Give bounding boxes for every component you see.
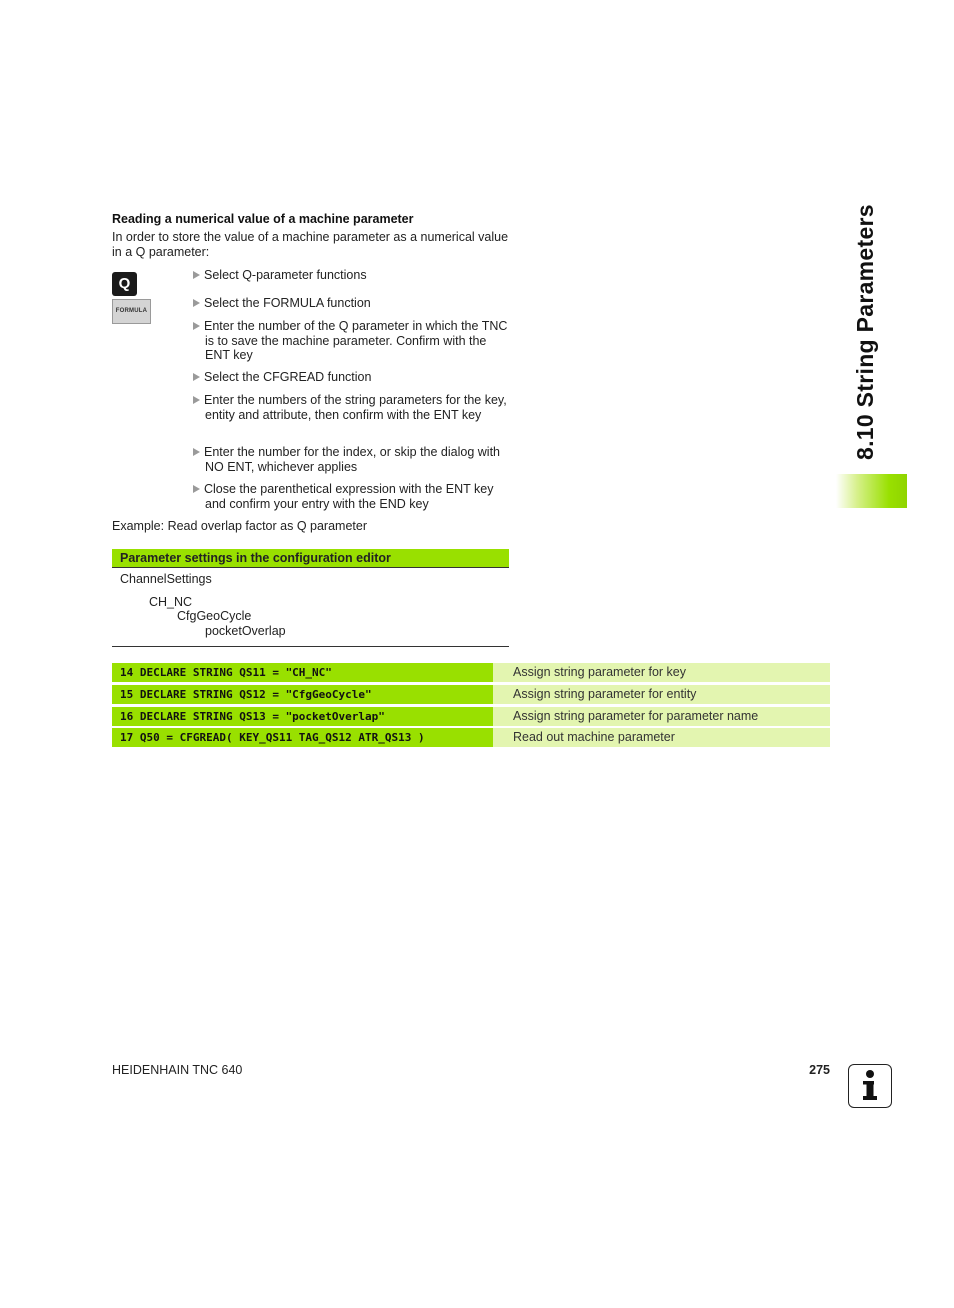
step-item: [193, 319, 513, 363]
step-text: Close the parenthetical expression with the ENT key and confirm your entry with the END key: [204, 482, 494, 511]
step-item: [193, 482, 513, 511]
code-line: 16 DECLARE STRING QS13 = "pocketOverlap": [112, 707, 493, 726]
config-table-divider: [112, 646, 509, 647]
step-item: [193, 445, 513, 474]
triangle-bullet-icon: [193, 448, 200, 456]
step-text: Select the FORMULA function: [204, 296, 371, 310]
step-item: [193, 393, 513, 422]
code-description: Assign string parameter for parameter name: [493, 707, 830, 726]
step-text: Enter the numbers of the string parameters for the key, entity and attribute, then confirm with the ENT key: [204, 393, 507, 422]
footer-product: HEIDENHAIN TNC 640: [112, 1063, 243, 1077]
step-text: Enter the number of the Q parameter in which the TNC is to save the machine parameter. Confirm with the ENT key: [204, 319, 508, 362]
chapter-side-title: 8.10 String Parameters: [852, 204, 878, 460]
code-line: 15 DECLARE STRING QS12 = "CfgGeoCycle": [112, 685, 493, 704]
chapter-tab-bar: [836, 474, 907, 508]
page-number: 275: [809, 1063, 830, 1077]
config-table-header: [112, 549, 509, 568]
formula-softkey-icon: FORMULA: [112, 299, 151, 324]
step-item: [193, 296, 513, 311]
code-description: Read out machine parameter: [493, 728, 830, 747]
config-header-text: Parameter settings in the configuration editor: [120, 551, 391, 565]
config-line: pocketOverlap: [205, 624, 286, 638]
config-line: CfgGeoCycle: [177, 609, 252, 623]
code-line: 17 Q50 = CFGREAD( KEY_QS11 TAG_QS12 ATR_QS13 ): [112, 728, 493, 747]
info-icon: [848, 1064, 892, 1108]
section-intro: In order to store the value of a machine parameter as a numerical value in a Q parameter:: [112, 230, 509, 259]
config-line: ChannelSettings: [120, 572, 212, 586]
triangle-bullet-icon: [193, 396, 200, 404]
config-line: CH_NC: [149, 595, 193, 609]
code-row: [112, 685, 830, 704]
triangle-bullet-icon: [193, 485, 200, 493]
triangle-bullet-icon: [193, 322, 200, 330]
code-line: 14 DECLARE STRING QS11 = "CH_NC": [112, 663, 493, 682]
code-row: [112, 707, 830, 726]
step-text: Select the CFGREAD function: [204, 370, 372, 384]
triangle-bullet-icon: [193, 373, 200, 381]
step-item: [193, 268, 513, 283]
step-text: Enter the number for the index, or skip the dialog with NO ENT, whichever applies: [204, 445, 500, 474]
code-row: [112, 663, 830, 682]
code-description: Assign string parameter for key: [493, 663, 830, 682]
step-text: Select Q-parameter functions: [204, 268, 367, 282]
example-label: Example: Read overlap factor as Q parameter: [112, 519, 367, 533]
step-item: [193, 370, 513, 385]
triangle-bullet-icon: [193, 271, 200, 279]
section-heading: Reading a numerical value of a machine parameter: [112, 212, 414, 226]
code-row: [112, 728, 830, 747]
code-description: Assign string parameter for entity: [493, 685, 830, 704]
q-key-icon: Q: [112, 272, 137, 296]
triangle-bullet-icon: [193, 299, 200, 307]
